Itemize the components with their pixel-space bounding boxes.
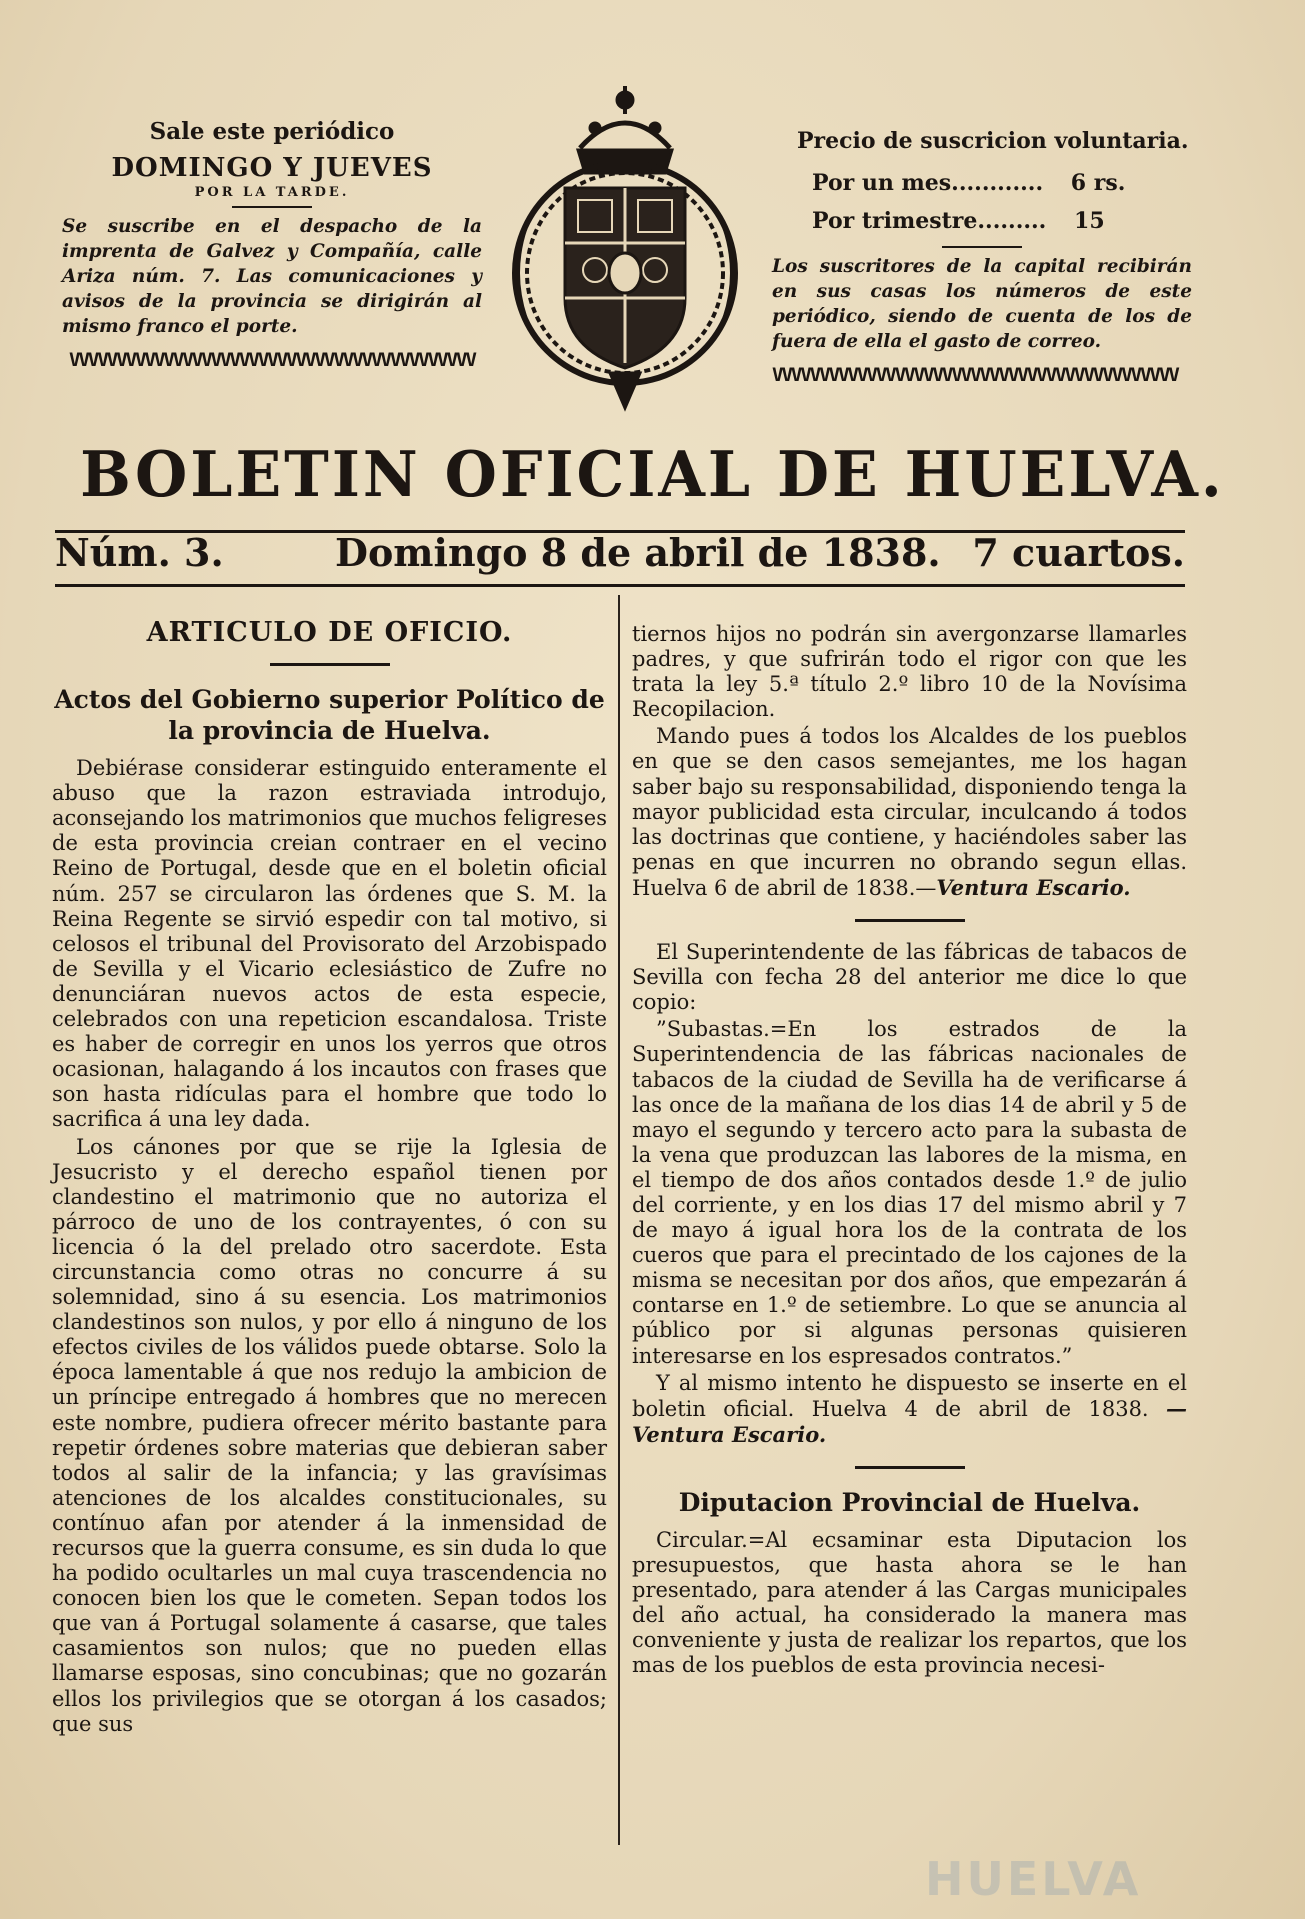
header-right-box	[772, 128, 1192, 386]
issue-price: 7 cuartos.	[972, 530, 1185, 575]
dateline	[55, 530, 1185, 580]
price-value: 6 rs.	[1070, 170, 1126, 196]
article-title: Diputacion Provincial de Huelva.	[678, 1487, 1141, 1517]
article-title: Actos del Gobierno superior Político de la provincia de Huelva.	[54, 685, 605, 746]
signature: —Ventura Escario.	[632, 1395, 1187, 1447]
watermark: HUELVA	[925, 1852, 1142, 1906]
issue-date: Domingo 8 de abril de 1838.	[335, 530, 941, 575]
section-title: ARTICULO DE OFICIO.	[146, 617, 513, 648]
issue-number: Núm. 3.	[55, 530, 224, 575]
masthead-title: BOLETIN OFICIAL DE HUELVA.	[80, 438, 1225, 512]
paragraph-text: Y al mismo intento he dispuesto se inserte en el boletin oficial. Huelva 4 de abril de 1838.	[632, 1370, 1187, 1421]
paragraph	[632, 724, 1187, 901]
divider	[855, 1466, 965, 1469]
price-row-month	[812, 170, 1192, 196]
subscription-price-title: Precio de suscricion voluntaria.	[797, 128, 1189, 154]
publication-days: DOMINGO Y JUEVES	[111, 153, 433, 183]
paragraph: tiernos hijos no podrán sin avergonzarse llamarles padres, y que sufrirán todo el rigor con que les trata la ley 5.ª título 2.º libro 10 de la Novísima Recopilacion.	[632, 622, 1187, 722]
ornament-border-left: VVVVVVVVVVVVVVVVVVVVVVVVVVVVVVVVVVVVVVVVVVV	[69, 349, 475, 371]
subscription-note: Se suscribe en el despacho de la imprenta de Galvez y Compañía, calle Ariza núm. 7. Las comunicaciones y avisos de la provincia se dirigirán al mismo franco el porte.	[62, 216, 482, 337]
paragraph-text: Mando pues á todos los Alcaldes de los pueblos en que se den casos semejantes, me los hagan saber bajo su responsabilidad, disponiendo tenga la mayor publicidad esta circular, inculcando á todos las doctrinas que contiene, y haciéndoles saber las penas en que incurren no obrando segun ellas. Huelva 6 de abril de 1838.—	[632, 724, 1187, 900]
paragraph: Los cánones por que se rije la Iglesia de Jesucristo y el derecho español tienen por clandestino el matrimonio que no autoriza el párroco de uno de los contrayentes, ó con su licencia ó la del prelado otro sacerdote. Esta circunstancia como otras no concurre á su solemnidad, sino á su esencia. Los matrimonios clandestinos son nulos, y por ello á ninguno de los efectos civiles de los válidos puede obtarse. Solo la época lamentable á que nos redujo la ambicion de un príncipe entregado á hombres que no merecen este nombre, pudiera ofrecer mérito bastante para repetir órdenes sobre materias que debieran saber todos al salir de la infancia; y las gravísimas atenciones de los alcaldes constitucionales, su contínuo afan por atender á la inmensidad de recursos que la guerra consume, es sin duda lo que ha podido ocultarles un mal cuya trascendencia no conocen bien los que le cometen. Sepan todos los que van á Portugal solamente á casarse, que tales casamientos son nulos; que no pueden ellas llamarse esposas, sino concubinas; que no gozarán ellos los privilegios que se otorgan á los casados; que sus	[52, 1134, 607, 1736]
paragraph: ”Subastas.=En los estrados de la Superintendencia de las fábricas nacionales de tabacos de la ciudad de Sevilla ha de verificarse á las once de la mañana de los dias 14 de abril y 5 de mayo el segundo y tercero acto para la subasta de la vena que produzcan las labores de la misma, en el tiempo de dos años contados desde 1.º de julio del corriente, y en los dias 17 del mismo abril y 7 de mayo á igual hora los de la contrata de los cueros que para el precintado de los cajones de la misma se necesitan por dos años, que empezarán á contarse en 1.º de setiembre. Lo que se anuncia al público por si algunas personas quisieren interesarse en los espresados contratos.”	[632, 1017, 1187, 1368]
masthead-rule-bottom	[55, 584, 1185, 587]
publication-time: POR LA TARDE.	[194, 185, 350, 200]
divider	[270, 663, 390, 666]
delivery-note: Los suscritores de la capital recibirán en sus casas los números de este periódico, siendo de cuenta de los de fuera de ella el gasto de correo.	[772, 256, 1192, 352]
price-label: Por un mes............	[812, 170, 1044, 196]
paragraph: Circular.=Al ecsaminar esta Diputacion los presupuestos, que hasta ahora se le han presentado, para atender á las Cargas municipales del año actual, ha considerado la manera mas conveniente y justa de realizar los repartos, que los mas de los pueblos de esta provincia necesi-	[632, 1527, 1187, 1678]
paragraph: Debiérase considerar estinguido enteramente el abuso que la razon estraviada introdujo, aconsejando los matrimonios que muchos feligreses de esta provincia creian contraer en el vecino Reino de Portugal, desde que en el boletin oficial núm. 257 se circularon las órdenes que S. M. la Reina Regente se sirvió espedir con tal motivo, si celosos el tribunal del Provisorato del Arzobispado de Sevilla y el Vicario eclesiástico de Zufre no denunciáran nuevos actos de esta especie, celebrados con una repeticion escandalosa. Triste es haber de corregir en unos los yerros que otros ocasionan, halagando á los incautos con frases que son hasta ridículas para el hombre que todo lo sacrifica á una ley dada.	[52, 756, 607, 1132]
price-row-quarter	[812, 208, 1192, 234]
paragraph: El Superintendente de las fábricas de tabacos de Sevilla con fecha 28 del anterior me dice lo que copio:	[632, 940, 1187, 1015]
left-column	[52, 606, 607, 1739]
divider	[232, 206, 312, 208]
divider	[942, 246, 1022, 248]
paragraph	[632, 1371, 1187, 1448]
royal-coat-of-arms-icon	[500, 78, 750, 413]
price-label: Por trimestre.........	[812, 208, 1047, 234]
header-left-box	[62, 118, 482, 371]
divider	[855, 919, 965, 922]
price-value: 15	[1074, 208, 1105, 234]
column-divider	[618, 595, 620, 1845]
ornament-border-right: VVVVVVVVVVVVVVVVVVVVVVVVVVVVVVVVVVVVVVVVVVV	[772, 364, 1178, 386]
right-column	[632, 622, 1187, 1680]
signature: Ventura Escario.	[936, 874, 1131, 900]
publication-days-intro: Sale este periódico	[149, 118, 395, 145]
